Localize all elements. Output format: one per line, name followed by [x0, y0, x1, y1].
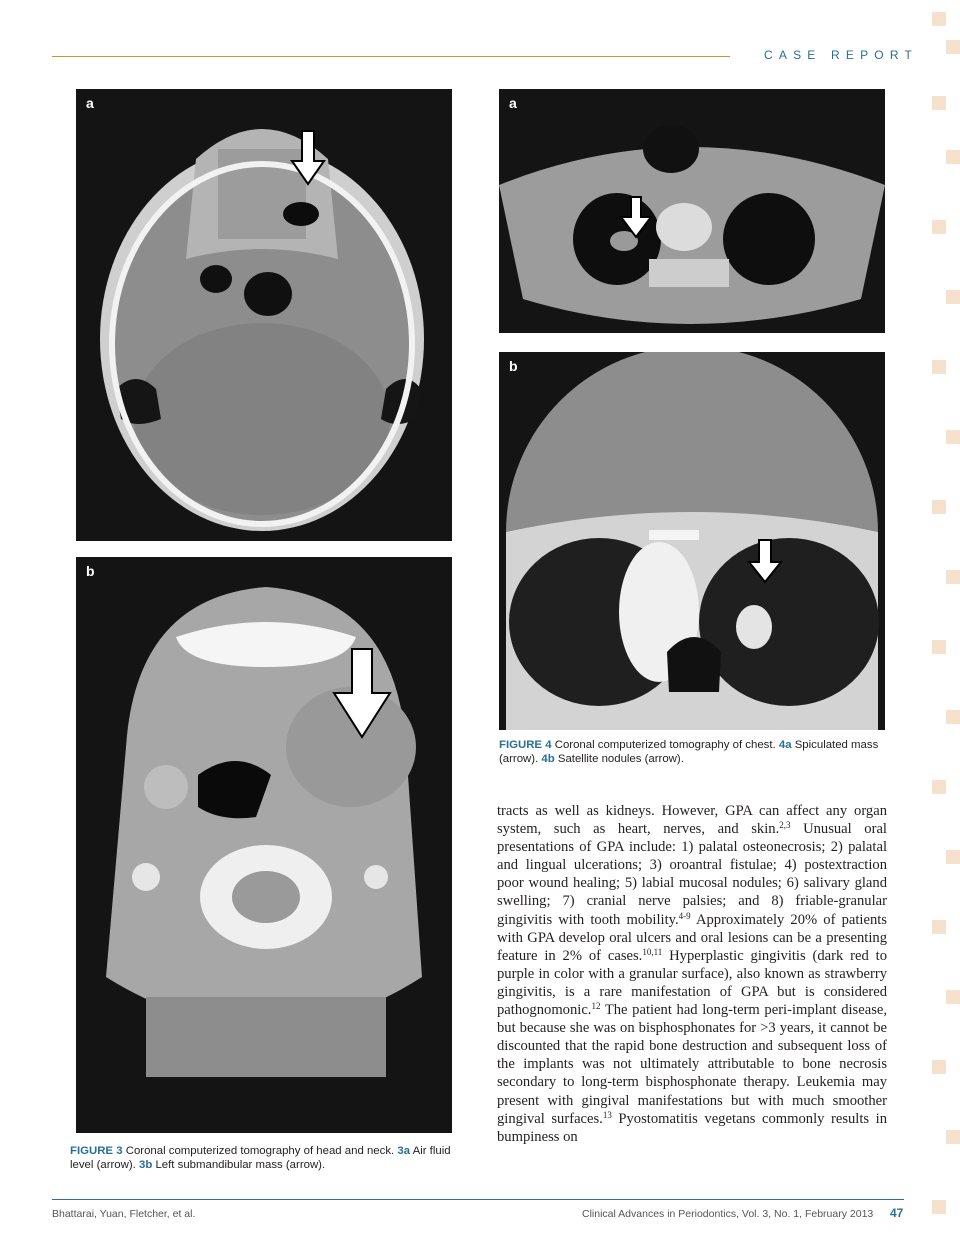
- citation: 2,3: [779, 820, 791, 831]
- ct-chest-lower-image: [499, 352, 885, 730]
- body-paragraph: tracts as well as kidneys. However, GPA can affect any organ system, such as heart, nerves, and skin.$^{2,3}$ Unusual oral presentations of GPA include: 1) palatal osteonecrosis; 2) palatal and lingual ulcerations; 3) oroantral fistulae; 4) postextraction poor wound healing; 5) labial mucosal nodules; 6) salivary gland swelling; 7) cranial nerve palsies; and 8) friable-granular gingivitis with tooth mobility.$^{4-9}$ Approximately 20% of patients with GPA develop oral ulcers and oral lesions can be a presenting feature in 2% of cases.$^{10,11}$ Hyperplastic gingivitis (dark red to purple in color with a granular surface), also known as strawberry gingivitis, is a rare manifestation of GPA but is considered pathognomonic.$^{12}$ The patient had long-term peri-implant disease, but because she was on bisphosphonates for >3 years, it cannot be discounted that the rapid bone destruction and subsequent loss of the implants was not ultimately attributable to bone necrosis secondary to long-term bisphosphonate therapy. Leukemia may present with gingival manifestations but with much smoother gingival surfaces.$^{13}$ Pyostomatitis vegetans commonly results in bumpiness on: [497, 803, 887, 1145]
- footer-authors: Bhattarai, Yuan, Fletcher, et al.: [52, 1208, 196, 1220]
- citation: 10,11: [642, 946, 663, 957]
- panel-label: b: [86, 563, 95, 579]
- panel-label: a: [86, 95, 94, 111]
- ct-head-image: [76, 89, 452, 541]
- page-edge-decoration: [932, 0, 960, 1242]
- header-rule: [52, 56, 730, 57]
- citation: 12: [591, 1001, 601, 1012]
- footer-journal: Clinical Advances in Periodontics, Vol. 3, No. 1, February 2013: [582, 1208, 874, 1220]
- figure4-panel-b: [499, 352, 885, 730]
- footer-rule: [52, 1199, 904, 1200]
- figure4-caption: FIGURE 4 Coronal computerized tomography of chest. 4a Spiculated mass (arrow). 4b Satellite nodules (arrow).: [499, 739, 879, 765]
- section-tag: CASE REPORT: [764, 48, 918, 62]
- figure3-caption: FIGURE 3 Coronal computerized tomography of head and neck. 3a Air fluid level (arrow). 3b Left submandibular mass (arrow).: [70, 1145, 451, 1171]
- figure3-panel-a: [76, 89, 452, 541]
- panel-label: a: [509, 95, 517, 111]
- figure-label: FIGURE 3: [70, 1145, 123, 1157]
- ct-neck-image: [76, 557, 452, 1133]
- ct-chest-upper-image: [499, 89, 885, 333]
- figure3-panel-b: [76, 557, 452, 1133]
- figure-label: FIGURE 4: [499, 739, 552, 751]
- citation: 13: [602, 1109, 612, 1120]
- citation: 4-9: [678, 910, 691, 921]
- page-number: 47: [890, 1206, 904, 1220]
- panel-label: b: [509, 358, 518, 374]
- figure4-panel-a: [499, 89, 885, 333]
